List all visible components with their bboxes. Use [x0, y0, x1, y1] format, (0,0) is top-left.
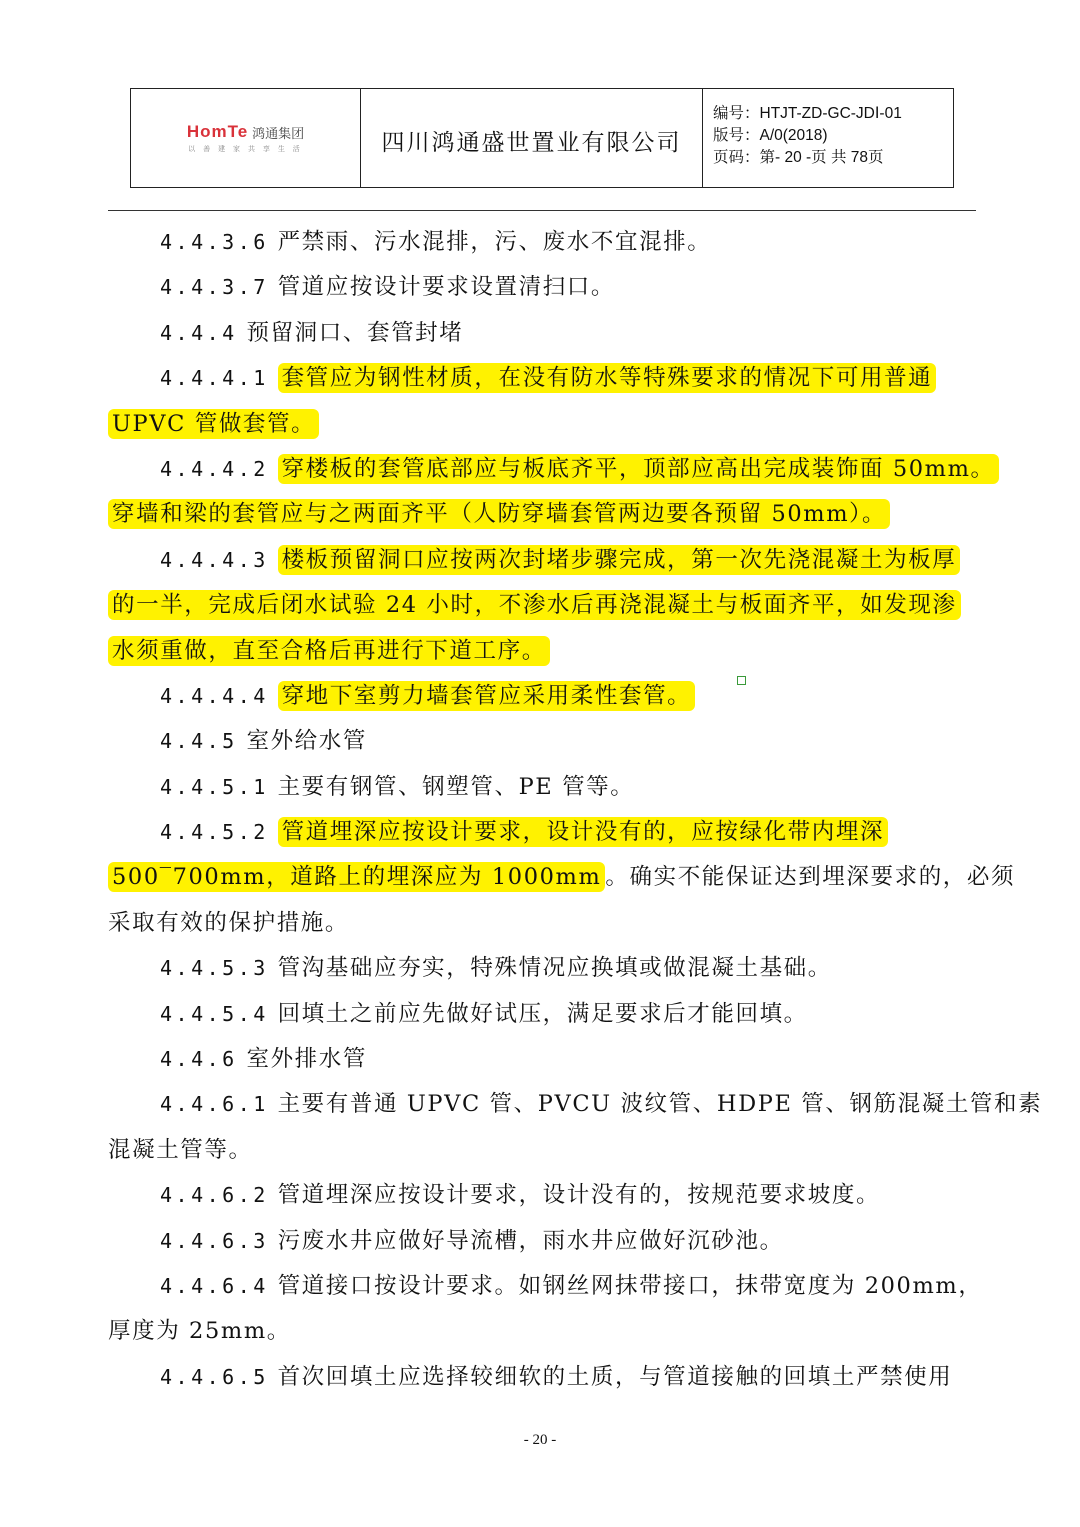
highlighted-text: 管道埋深应按设计要求，设计没有的，应按绿化带内埋深 — [278, 817, 889, 847]
clause-number: 4.4.6.5 — [160, 1364, 269, 1389]
clause-number: 4.4.5 — [160, 729, 238, 754]
text-line — [108, 356, 978, 401]
highlighted-text: 穿地下室剪力墙套管应采用柔性套管。 — [278, 681, 696, 711]
doc-number: 编号：HTJT-ZD-GC-JDⅠ-01 — [713, 105, 902, 122]
text-line — [108, 1037, 978, 1082]
document-header-table — [130, 88, 954, 188]
text-line — [108, 447, 995, 492]
clause-text: 。确实不能保证达到埋深要求的，必须 — [605, 864, 1016, 891]
text-line — [108, 1309, 978, 1354]
text-line — [108, 538, 978, 583]
clause-number: 4.4.5.1 — [160, 774, 269, 799]
header-divider — [108, 210, 976, 211]
clause-text: 采取有效的保护措施。 — [108, 909, 350, 936]
text-line — [108, 1082, 1043, 1127]
clause-text: 首次回填土应选择较细软的土质，与管道接触的回填土严禁使用 — [277, 1363, 953, 1390]
clause-number: 4.4.5.2 — [160, 820, 269, 845]
text-line — [108, 855, 1016, 900]
text-line — [108, 583, 978, 628]
clause-text: 主要有普通 UPVC 管、PVCU 波纹管、HDPE 管、钢筋混凝土管和素 — [277, 1091, 1043, 1118]
clause-number: 4.4.6.3 — [160, 1228, 269, 1253]
highlighted-text: UPVC 管做套管。 — [108, 409, 319, 439]
clause-text: 管道应按设计要求设置清扫口。 — [277, 274, 615, 301]
text-line — [108, 492, 978, 537]
clause-text: 厚度为 25mm。 — [108, 1318, 291, 1345]
logo-slogan: 以 善 建 家 共 享 生 活 — [188, 146, 303, 153]
clause-text: 回填土之前应先做好试压，满足要求后才能回填。 — [277, 1000, 808, 1027]
text-line — [108, 402, 978, 447]
clause-number: 4.4.6.2 — [160, 1183, 269, 1208]
clause-text: 室外给水管 — [246, 728, 367, 755]
highlighted-text: 穿楼板的套管底部应与板底齐平，顶部应高出完成装饰面 50mm。 — [278, 454, 999, 484]
text-line — [108, 1128, 978, 1173]
logo-text-en: HomTe — [186, 122, 249, 141]
clause-text: 主要有钢管、钢塑管、PE 管等。 — [277, 773, 635, 800]
text-line — [108, 311, 978, 356]
clause-number: 4.4.6.4 — [160, 1273, 269, 1298]
highlighted-text: 楼板预留洞口应按两次封堵步骤完成，第一次先浇混凝土为板厚 — [278, 545, 961, 575]
clause-number: 4.4.4.4 — [160, 683, 269, 708]
company-logo — [187, 122, 304, 142]
text-line — [108, 765, 978, 810]
text-line — [108, 1264, 983, 1309]
logo-cell — [131, 89, 361, 187]
text-line — [108, 1355, 978, 1400]
clause-text: 预留洞口、套管封堵 — [246, 319, 464, 346]
text-line — [108, 265, 978, 310]
logo-text-cn: 鸿通集团 — [252, 125, 305, 141]
clause-text: 污废水井应做好导流槽，雨水井应做好沉砂池。 — [277, 1227, 784, 1254]
clause-number: 4.4.6.1 — [160, 1092, 269, 1117]
clause-number: 4.4.4 — [160, 320, 238, 345]
clause-number: 4.4.3.7 — [160, 275, 269, 300]
text-line — [108, 901, 978, 946]
doc-page: 页码：第- 20 -页 共 78页 — [713, 149, 884, 166]
company-name: 四川鸿通盛世置业有限公司 — [361, 89, 703, 187]
highlighted-text: 的一半，完成后闭水试验 24 小时，不渗水后再浇混凝土与板面齐平，如发现渗 — [108, 590, 961, 620]
clause-number: 4.4.4.3 — [160, 547, 269, 572]
doc-version: 版号：A/0(2018) — [713, 127, 828, 144]
text-line — [108, 810, 978, 855]
document-body — [108, 220, 1043, 1400]
text-line — [108, 220, 978, 265]
clause-number: 4.4.5.4 — [160, 1001, 269, 1026]
text-line — [108, 629, 978, 674]
clause-number: 4.4.4.2 — [160, 456, 269, 481]
clause-number: 4.4.6 — [160, 1047, 238, 1072]
text-line — [108, 1173, 978, 1218]
clause-text: 管道接口按设计要求。如钢丝网抹带接口，抹带宽度为 200mm， — [277, 1272, 983, 1299]
page-number: - 20 - — [523, 1432, 557, 1448]
highlighted-text: 500‾700mm，道路上的埋深应为 1000mm — [108, 862, 605, 892]
clause-number: 4.4.3.6 — [160, 230, 269, 254]
clause-text: 室外排水管 — [246, 1046, 367, 1073]
clause-number: 4.4.5.3 — [160, 956, 269, 981]
highlighted-text: 套管应为钢性材质，在没有防水等特殊要求的情况下可用普通 — [278, 363, 937, 393]
clause-text: 管沟基础应夯实，特殊情况应换填或做混凝土基础。 — [277, 955, 832, 982]
text-line — [108, 1219, 978, 1264]
document-info — [703, 89, 953, 187]
clause-text: 严禁雨、污水混排，污、废水不宜混排。 — [277, 229, 712, 255]
text-line — [108, 946, 978, 991]
text-line — [108, 674, 978, 719]
text-line — [108, 719, 978, 764]
clause-text: 管道埋深应按设计要求，设计没有的，按规范要求坡度。 — [277, 1182, 881, 1209]
highlighted-text: 穿墙和梁的套管应与之两面齐平（人防穿墙套管两边要各预留 50mm）。 — [108, 499, 890, 529]
clause-text: 混凝土管等。 — [108, 1136, 253, 1163]
highlighted-text: 水须重做，直至合格后再进行下道工序。 — [108, 636, 550, 666]
text-line — [108, 992, 978, 1037]
comment-marker-icon[interactable] — [737, 676, 746, 685]
clause-number: 4.4.4.1 — [160, 366, 269, 391]
